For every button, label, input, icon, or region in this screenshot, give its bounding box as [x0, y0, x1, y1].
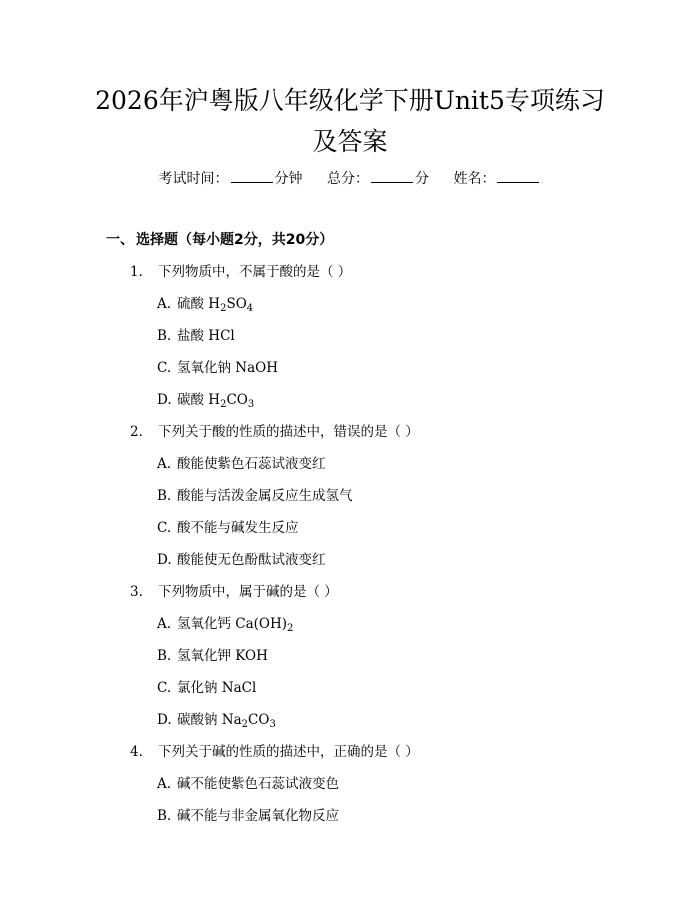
exam-time-unit: 分钟: [274, 171, 303, 187]
subscript: 2: [287, 623, 294, 634]
section-heading: [106, 230, 333, 250]
subscript: 3: [269, 719, 276, 730]
question-text: 下列物质中，不属于酸的是（ ）: [158, 264, 352, 280]
option-1c: [157, 358, 278, 378]
option-text: 酸能使紫色石蕊试液变红: [177, 456, 326, 472]
option-letter: C.: [157, 520, 172, 536]
subscript: 3: [247, 399, 255, 410]
total-score-blank: [371, 168, 413, 183]
total-score-label: 总分：: [327, 171, 369, 187]
subscript: 4: [246, 303, 254, 314]
section-title: 选择题（每小题2分，共20分）: [136, 232, 334, 248]
option-letter: B.: [157, 328, 172, 344]
option-letter: D.: [157, 712, 172, 728]
student-name-label: 姓名：: [453, 171, 496, 187]
option-text: 氢氧化钾 KOH: [177, 648, 268, 664]
question-text: 下列关于碱的性质的描述中，正确的是（ ）: [158, 744, 419, 760]
option-letter: B.: [157, 648, 172, 664]
option-2c: [157, 518, 299, 538]
subscript: 2: [220, 303, 227, 314]
option-1a: [157, 294, 253, 314]
option-text: 氯化钠 NaCl: [177, 680, 257, 696]
question-text: 下列物质中，属于碱的是（ ）: [158, 584, 338, 600]
student-name: [453, 168, 541, 189]
option-text: 盐酸 HCl: [177, 328, 235, 344]
question-number: 2.: [130, 424, 143, 440]
option-text: 氢氧化钙 Ca(OH): [177, 616, 288, 632]
subscript: 2: [241, 719, 249, 730]
page-title: 2026年沪粤版八年级化学下册Unit5专项练习及答案: [95, 86, 605, 156]
student-name-blank: [497, 168, 539, 183]
option-letter: A.: [157, 616, 172, 632]
question-text: 下列关于酸的性质的描述中，错误的是（ ）: [158, 424, 419, 440]
option-letter: A.: [157, 456, 172, 472]
total-score: [327, 168, 429, 189]
exam-time: [159, 168, 303, 189]
option-3a: [157, 614, 293, 634]
option-letter: B.: [157, 808, 172, 824]
option-1b: [157, 326, 235, 346]
option-letter: D.: [157, 392, 172, 408]
option-3b: [157, 646, 268, 666]
option-letter: A.: [157, 296, 172, 312]
question-number: 3.: [130, 584, 143, 600]
option-text: 氢氧化钠 NaOH: [177, 360, 278, 376]
option-text: 碱不能使紫色石蕊试液变色: [177, 776, 339, 792]
question-2: [130, 422, 419, 442]
option-text-mid: CO: [248, 712, 270, 728]
exam-time-label: 考试时间：: [158, 171, 229, 187]
option-4a: [157, 774, 339, 794]
option-1d: [157, 390, 254, 410]
question-4: [130, 742, 419, 762]
option-text: 碳酸 H: [177, 392, 221, 408]
option-letter: A.: [157, 776, 172, 792]
option-2d: [157, 550, 326, 570]
total-score-unit: 分: [415, 171, 429, 187]
exam-info: [0, 168, 700, 189]
option-3c: [157, 678, 256, 698]
option-text-mid: SO: [226, 296, 247, 312]
subscript: 2: [220, 399, 227, 410]
option-text: 酸不能与碱发生反应: [177, 520, 299, 536]
option-text: 碳酸钠 Na: [177, 712, 242, 728]
option-text-mid: CO: [226, 392, 248, 408]
option-letter: B.: [157, 488, 172, 504]
option-2b: [157, 486, 353, 506]
exam-time-blank: [231, 168, 273, 183]
option-text: 酸能使无色酚酞试液变红: [177, 552, 326, 568]
section-number: 一、: [106, 232, 134, 248]
option-letter: D.: [157, 552, 172, 568]
option-2a: [157, 454, 326, 474]
question-number: 4.: [130, 744, 143, 760]
option-letter: C.: [157, 680, 172, 696]
option-text: 碱不能与非金属氧化物反应: [177, 808, 339, 824]
option-letter: C.: [157, 360, 172, 376]
question-3: [130, 582, 338, 602]
option-text: 硫酸 H: [177, 296, 221, 312]
question-1: [130, 262, 351, 282]
option-4b: [157, 806, 339, 826]
option-3d: [157, 710, 276, 730]
option-text: 酸能与活泼金属反应生成氢气: [177, 488, 353, 504]
question-number: 1.: [130, 264, 143, 280]
